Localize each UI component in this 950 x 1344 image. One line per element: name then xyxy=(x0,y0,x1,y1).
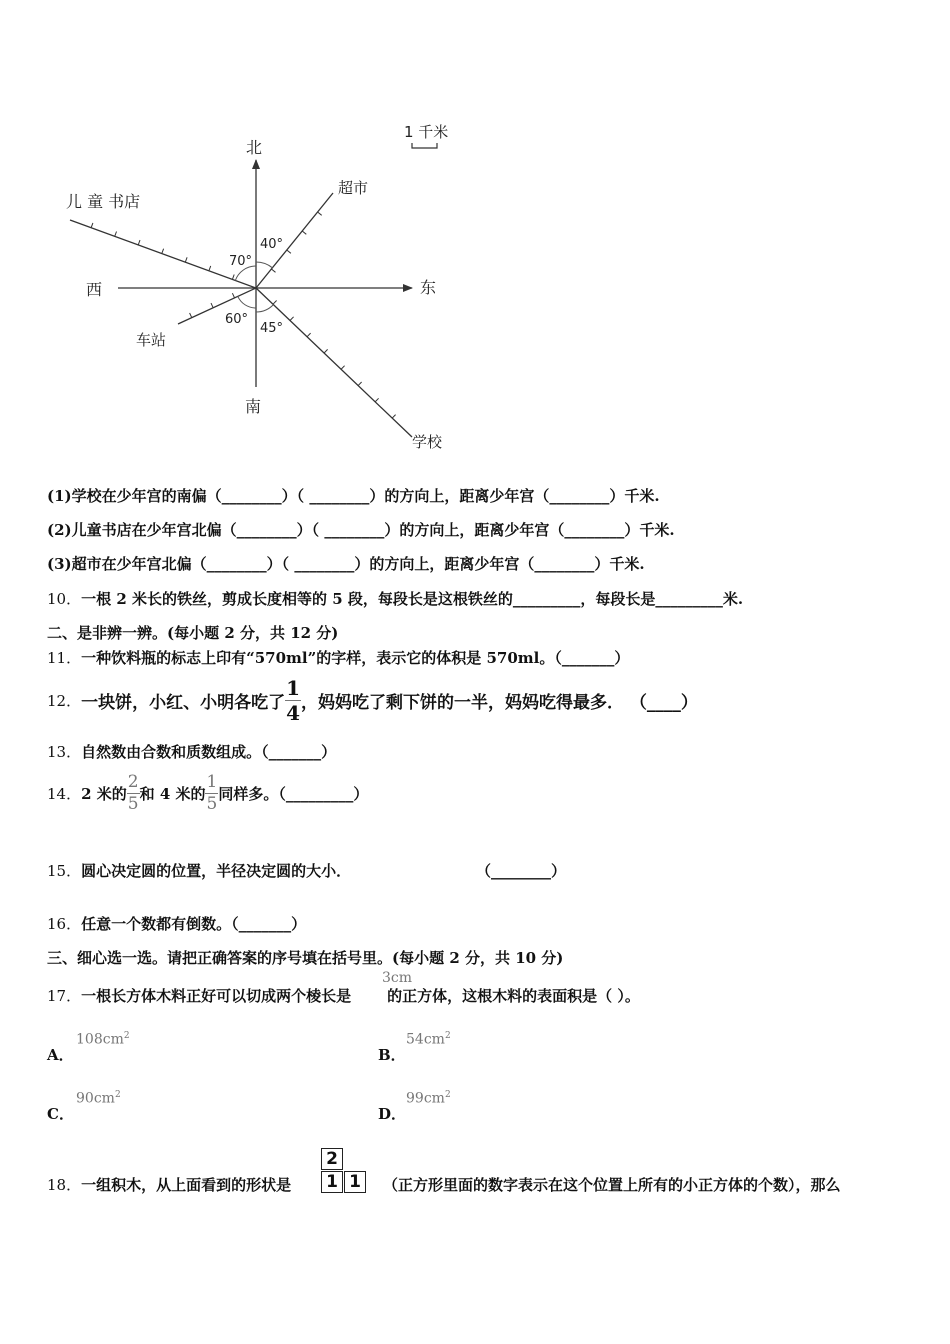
q17-option-a-value: $108cm^2$ xyxy=(76,1031,130,1048)
arc-60 xyxy=(238,296,256,308)
q14-fraction-2 xyxy=(205,774,218,813)
q14-f2-denominator: 5 xyxy=(206,794,218,814)
q18-before: 一组积木，从上面看到的形状是 xyxy=(81,1176,292,1194)
q16-number: 16． xyxy=(47,915,82,933)
q15-number: 15． xyxy=(47,862,82,880)
q14-fraction-1 xyxy=(127,774,140,813)
angle-45: 45° xyxy=(260,321,284,336)
east-label: 东 xyxy=(420,278,437,297)
q17-option-c-label: C． xyxy=(47,1105,74,1123)
q18-after: （正方形里面的数字表示在这个位置上所有的小正方体的个数），那么 xyxy=(383,1176,841,1194)
q15-text: 圆心决定圆的位置，半径决定圆的大小． xyxy=(81,862,352,880)
block-cell-top: 2 xyxy=(321,1148,343,1170)
direction-diagram xyxy=(0,0,950,470)
scale-bar xyxy=(412,143,437,148)
q18-number: 18． xyxy=(47,1176,82,1194)
q12-after: ，妈妈吃了剩下饼的一半，妈妈吃得最多． （____） xyxy=(301,693,698,713)
question-17 xyxy=(47,985,640,1006)
section-2-heading: 二、是非辨一辨。(每小题 2 分，共 12 分) xyxy=(47,624,339,642)
section-3-heading: 三、细心选一选。请把正确答案的序号填在括号里。(每小题 2 分，共 10 分) xyxy=(47,949,564,967)
q9-line1: (1)学校在少年宫的南偏（________）（ ________）的方向上，距离少年宫（________）千米. xyxy=(47,487,660,505)
question-14 xyxy=(47,774,368,813)
block-cell-bottom-right: 1 xyxy=(344,1171,366,1193)
arc-45 xyxy=(256,305,273,312)
q14-part2: 和 4 米的 xyxy=(139,785,206,803)
block-cell-bottom-left: 1 xyxy=(321,1171,343,1193)
q17-unit: 3cm xyxy=(382,970,413,986)
angle-40: 40° xyxy=(260,237,284,252)
question-18-part1 xyxy=(47,1174,291,1195)
angle-70: 70° xyxy=(229,254,253,269)
q17-option-b-value: $54cm^2$ xyxy=(406,1031,451,1048)
q14-f1-denominator: 5 xyxy=(127,794,139,814)
q17-after: 的正方体，这根木料的表面积是（ ）。 xyxy=(387,987,640,1005)
station-label: 车站 xyxy=(136,331,167,349)
q16-text: 任意一个数都有倒数。（_______） xyxy=(81,915,307,933)
north-label: 北 xyxy=(246,138,263,157)
q10-text: 一根 2 米长的铁丝，剪成长度相等的 5 段，每段长是这根铁丝的_________，每段长是_________米. xyxy=(81,590,744,608)
q17-before: 一根长方体木料正好可以切成两个棱长是 xyxy=(81,987,352,1005)
bookstore-label: 儿 童 书店 xyxy=(66,192,141,211)
question-11 xyxy=(47,647,629,668)
school-label: 学校 xyxy=(412,433,443,451)
q17-option-b-label: B． xyxy=(378,1046,406,1064)
q12-before: 一块饼，小红、小明各吃了 xyxy=(81,693,286,713)
q17-option-d-value: $99cm^2$ xyxy=(406,1090,451,1107)
q11-text: 一种饮料瓶的标志上印有“570ml”的字样，表示它的体积是 570ml。（_______） xyxy=(81,649,630,667)
q14-part1: 2 米的 xyxy=(81,785,127,803)
q12-frac-denominator: 4 xyxy=(286,701,301,725)
question-13 xyxy=(47,741,336,762)
q12-fraction xyxy=(285,678,301,723)
q17-option-a-label: A． xyxy=(47,1046,74,1064)
q12-number: 12． xyxy=(47,692,82,710)
scale-label: 1 千米 xyxy=(404,123,449,141)
angle-60: 60° xyxy=(225,312,249,327)
q13-number: 13． xyxy=(47,743,82,761)
ray-school xyxy=(256,288,412,437)
arc-40 xyxy=(256,262,272,268)
q9-line2: (2)儿童书店在少年宫北偏（________）（ ________）的方向上，距离少年宫（________）千米. xyxy=(47,521,675,539)
question-15 xyxy=(47,860,351,881)
question-10 xyxy=(47,588,743,609)
supermarket-label: 超市 xyxy=(338,179,369,197)
q13-text: 自然数由合数和质数组成。（_______） xyxy=(81,743,337,761)
question-16 xyxy=(47,913,306,934)
south-label: 南 xyxy=(245,397,262,416)
question-12 xyxy=(47,678,698,723)
q14-f2-numerator: 1 xyxy=(206,772,218,792)
q15-blank: （________） xyxy=(476,862,567,880)
q17-option-c-value: $90cm^2$ xyxy=(76,1090,121,1107)
q11-number: 11． xyxy=(47,649,82,667)
q12-frac-numerator: 1 xyxy=(286,676,301,700)
q14-part3: 同样多。（_________） xyxy=(218,785,369,803)
q17-option-d-label: D． xyxy=(378,1105,407,1123)
q18-top-view-blocks xyxy=(321,1148,371,1196)
q10-number: 10． xyxy=(47,590,82,608)
q14-f1-numerator: 2 xyxy=(127,772,139,792)
q14-number: 14． xyxy=(47,785,82,803)
q17-number: 17． xyxy=(47,987,82,1005)
q9-line3: (3)超市在少年宫北偏（________）（ ________）的方向上，距离少年宫（________）千米. xyxy=(47,555,645,573)
west-label: 西 xyxy=(86,280,103,299)
